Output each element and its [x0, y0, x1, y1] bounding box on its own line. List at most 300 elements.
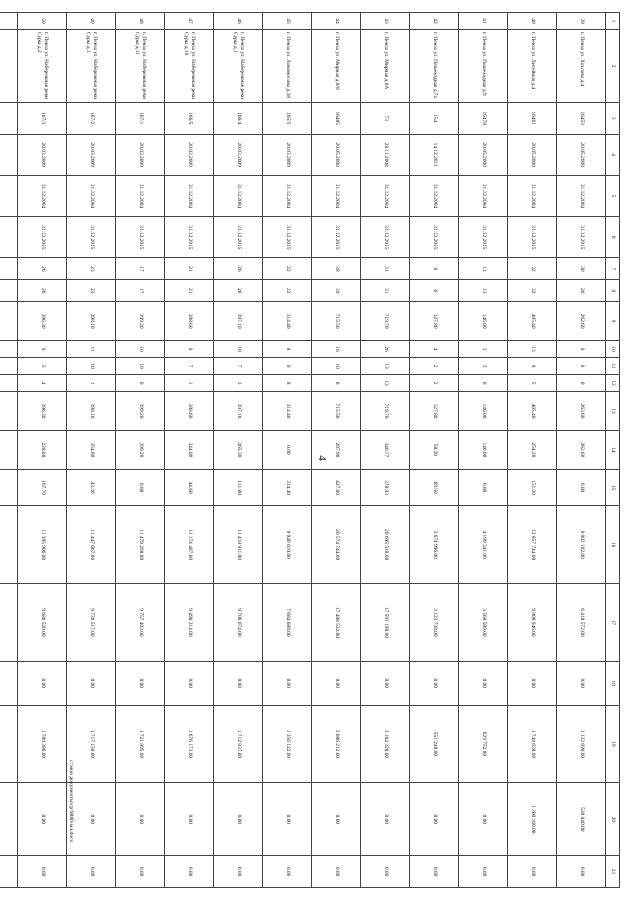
table-cell: 16485: [312, 102, 361, 134]
table-cell: 31.12.2004: [361, 175, 410, 216]
table-cell: 31.12.2015: [263, 217, 312, 258]
table-cell: [0, 705, 18, 783]
table-cell: [0, 783, 18, 856]
table-cell: 0.00: [116, 856, 165, 888]
table-cell: 43.30: [67, 469, 116, 505]
table-cell: 20.05.2008: [312, 134, 361, 175]
table-cell: 6: [312, 375, 361, 392]
table-cell: г. Пенза ул. Литейная д.4: [508, 30, 557, 103]
table-cell: 31.12.2015: [361, 217, 410, 258]
table-cell: 314.40: [263, 392, 312, 431]
table-cell: 427.60: [312, 469, 361, 505]
table-cell: 17: [116, 258, 165, 280]
table-row: [214, 13, 263, 888]
table-cell: 32: [508, 258, 557, 280]
table-cell: 2: [410, 375, 459, 392]
table-cell: 388.60: [165, 302, 214, 341]
table-cell: 397.10: [214, 302, 263, 341]
table-cell: 3 104 328.00: [361, 705, 410, 783]
table-cell: 398.10: [67, 392, 116, 431]
table-cell: 0.00: [214, 856, 263, 888]
table-cell: 265.30: [214, 430, 263, 469]
table-cell: 14.12.2011: [410, 134, 459, 175]
table-cell: [0, 584, 18, 662]
table-cell: 1 356 122.00: [263, 705, 312, 783]
table-cell: г. Пенза ул. Пешеходная д.9: [459, 30, 508, 103]
table-row: [459, 13, 508, 888]
table-cell: 16478: [459, 102, 508, 134]
table-cell: [0, 102, 18, 134]
table-cell: 397.10: [214, 392, 263, 431]
table-cell: 167.70: [18, 469, 67, 505]
table-cell: 31.12.2004: [116, 175, 165, 216]
table-cell: 530 840.00: [557, 783, 606, 856]
table-cell: 629 752.00: [459, 705, 508, 783]
table-cell: 1 132 690.00: [557, 705, 606, 783]
table-cell: 9: [18, 341, 67, 358]
table-cell: 31.12.2015: [557, 217, 606, 258]
table-cell: 9 730 517.00: [67, 584, 116, 662]
column-number: 21: [606, 856, 620, 888]
table-cell: 0.00: [165, 661, 214, 705]
table-cell: 10: [116, 358, 165, 375]
table-cell: 1 709 386.00: [18, 705, 67, 783]
table-cell: г. Пенза ул. Мирная д.8/8: [312, 30, 361, 103]
table-cell: [0, 856, 18, 888]
table-cell: 715.50: [312, 392, 361, 431]
table-cell: 6 418 572.00: [557, 584, 606, 662]
table-cell: 31.12.2004: [165, 175, 214, 216]
table-cell: [0, 430, 18, 469]
table-cell: 0.00: [361, 783, 410, 856]
table-cell: 396.30: [18, 302, 67, 341]
table-cell: 11 447 667.00: [67, 506, 116, 584]
table-cell: [0, 661, 18, 705]
table-cell: 21: [165, 258, 214, 280]
table-cell: 9 757 403.00: [116, 584, 165, 662]
table-cell: 7 684 688.00: [263, 584, 312, 662]
table-cell: 4: [410, 341, 459, 358]
table-cell: 31.12.2015: [508, 217, 557, 258]
table-cell: 0.00: [263, 661, 312, 705]
table-row: [312, 13, 361, 888]
table-cell: 45: [263, 13, 312, 30]
table-cell: 715.50: [312, 302, 361, 341]
table-cell: 31.12.2004: [312, 175, 361, 216]
column-number: 13: [606, 392, 620, 431]
table-cell: 69.50: [410, 469, 459, 505]
table-cell: 20.05.2008: [557, 134, 606, 175]
table-cell: [0, 375, 18, 392]
column-number: 1: [606, 13, 620, 30]
table-cell: 31: [361, 258, 410, 280]
table-cell: 314.40: [263, 469, 312, 505]
column-number: 16: [606, 506, 620, 584]
table-cell: 0.00: [263, 430, 312, 469]
table-cell: 26: [18, 258, 67, 280]
table-cell: 0.00: [263, 783, 312, 856]
table-cell: 7: [165, 358, 214, 375]
table-cell: [0, 392, 18, 431]
table-cell: 262.60: [557, 302, 606, 341]
table-cell: 0.00: [459, 856, 508, 888]
table-cell: 3 086 212.00: [312, 705, 361, 783]
table-cell: 20.03.2009: [165, 134, 214, 175]
table-cell: 31.12.2015: [410, 217, 459, 258]
table-cell: 4 199 341.00: [459, 506, 508, 584]
table-cell: 166/4: [214, 102, 263, 134]
table-cell: 46: [214, 13, 263, 30]
column-number: 9: [606, 302, 620, 341]
table-cell: 0: [557, 375, 606, 392]
table-cell: 1: [165, 375, 214, 392]
table-cell: 8 082 102.00: [557, 506, 606, 584]
table-cell: 31.12.2004: [557, 175, 606, 216]
data-table: [0, 12, 620, 888]
table-cell: [0, 258, 18, 280]
table-cell: 26: [214, 280, 263, 302]
table-cell: 0.00: [312, 856, 361, 888]
table-cell: 10: [116, 341, 165, 358]
table-cell: 23: [67, 258, 116, 280]
table-cell: 1 300 160.00: [508, 783, 557, 856]
table-cell: 8: [557, 341, 606, 358]
table-cell: 1 721 895.00: [116, 705, 165, 783]
column-number: 12: [606, 375, 620, 392]
table-cell: 40: [508, 13, 557, 30]
table-cell: 9 808 946.00: [508, 584, 557, 662]
column-number: 8: [606, 280, 620, 302]
table-cell: 0.00: [67, 856, 116, 888]
table-cell: 0.00: [557, 469, 606, 505]
table-cell: 48: [116, 13, 165, 30]
table-cell: 31.12.2004: [263, 175, 312, 216]
table-cell: 340.77: [361, 430, 410, 469]
table-cell: 13: [459, 280, 508, 302]
table-cell: 13: [459, 258, 508, 280]
table-cell: 167/1: [116, 102, 165, 134]
table-cell: 20 574 744.00: [312, 506, 361, 584]
table-cell: 167/2: [67, 102, 116, 134]
table-cell: 405.40: [508, 392, 557, 431]
table-cell: 7: [214, 358, 263, 375]
table-cell: 20.03.2009: [263, 134, 312, 175]
table-cell: 20.03.2009: [116, 134, 165, 175]
table-cell: 0.00: [116, 661, 165, 705]
table-cell: 31.12.2015: [116, 217, 165, 258]
table-cell: 39: [312, 280, 361, 302]
table-cell: 396.30: [18, 392, 67, 431]
table-cell: 146.00: [459, 302, 508, 341]
table-cell: 13: [361, 375, 410, 392]
table-cell: 0.00: [557, 856, 606, 888]
table-cell: 6: [410, 280, 459, 302]
table-cell: 0.00: [67, 783, 116, 856]
table-cell: 0.00: [361, 661, 410, 705]
table-cell: 5: [18, 358, 67, 375]
table-cell: 6: [410, 258, 459, 280]
table-cell: г. Пенза ул. Ломоносова д.38: [263, 30, 312, 103]
table-cell: 10: [67, 358, 116, 375]
table-cell: 3 674 996.00: [410, 506, 459, 584]
table-cell: 20.03.2009: [18, 134, 67, 175]
table-cell: 9 040 810.00: [263, 506, 312, 584]
table-cell: 10: [312, 358, 361, 375]
table-cell: 399.20: [116, 430, 165, 469]
table-row: [361, 13, 410, 888]
table-cell: 22: [263, 280, 312, 302]
table-cell: 31.12.2004: [410, 175, 459, 216]
table-cell: 26: [18, 280, 67, 302]
table-cell: 1 712 837.00: [214, 705, 263, 783]
page-number: 4: [316, 455, 328, 461]
table-cell: 1 717 150.00: [67, 705, 116, 783]
table-cell: 314.40: [263, 302, 312, 341]
table-cell: 8: [165, 341, 214, 358]
table-cell: 20.05.2008: [459, 134, 508, 175]
table-cell: 22: [263, 258, 312, 280]
table-cell: 43: [361, 13, 410, 30]
table-cell: 378.93: [361, 469, 410, 505]
table-cell: 47: [165, 13, 214, 30]
table-cell: 26: [361, 341, 410, 358]
table-cell: 16461: [508, 102, 557, 134]
table-cell: 58.30: [410, 430, 459, 469]
column-number: 18: [606, 661, 620, 705]
table-cell: 3 568 589.00: [459, 584, 508, 662]
table-cell: 44: [312, 13, 361, 30]
table-cell: 31.12.2015: [67, 217, 116, 258]
table-cell: 0.00: [410, 661, 459, 705]
table-cell: 146.00: [459, 430, 508, 469]
table-cell: 20.05.2008: [508, 134, 557, 175]
table-cell: г. Пенза ул. Набережная реки Суры д.10: [165, 30, 214, 103]
table-row: [557, 13, 606, 888]
table-cell: 23: [67, 280, 116, 302]
table-cell: 0.00: [312, 661, 361, 705]
table-cell: 73: [361, 102, 410, 134]
table-cell: 11 479 298.00: [116, 506, 165, 584]
table-cell: 30: [557, 258, 606, 280]
table-cell: 16453: [557, 102, 606, 134]
table-cell: 0.00: [361, 856, 410, 888]
table-cell: 1 676 173.00: [165, 705, 214, 783]
table-cell: 8: [263, 375, 312, 392]
table-cell: г. Пенза ул. Набережная реки Суры д.11: [116, 30, 165, 103]
table-cell: 0.00: [312, 783, 361, 856]
table-cell: 11 395 906.00: [18, 506, 67, 584]
table-cell: 31.12.2004: [508, 175, 557, 216]
table-cell: 2: [410, 358, 459, 375]
table-cell: 719.70: [361, 392, 410, 431]
table-cell: 12 857 744.00: [508, 506, 557, 584]
file-path-footer: c:\мои документы\гр\9880-мл.docx: [68, 760, 74, 843]
table-cell: 5: [508, 375, 557, 392]
table-cell: 8: [508, 358, 557, 375]
table-cell: 10: [214, 341, 263, 358]
table-cell: 0: [116, 375, 165, 392]
column-number: 17: [606, 584, 620, 662]
table-cell: 0.00: [557, 661, 606, 705]
table-cell: 17 591 190.00: [361, 584, 410, 662]
table-cell: 20 695 518.00: [361, 506, 410, 584]
table-cell: 32: [508, 280, 557, 302]
table-cell: 16: [312, 341, 361, 358]
table-row: [410, 13, 459, 888]
table-cell: 31.12.2015: [214, 217, 263, 258]
table-cell: 388.60: [165, 392, 214, 431]
table-cell: 0.00: [214, 783, 263, 856]
table-cell: 0.00: [18, 661, 67, 705]
table-row: [116, 13, 165, 888]
table-cell: 31.12.2015: [18, 217, 67, 258]
table-cell: 31: [361, 280, 410, 302]
table-cell: [0, 134, 18, 175]
table-cell: 0.00: [263, 856, 312, 888]
table-cell: 0.00: [459, 661, 508, 705]
column-number: 11: [606, 358, 620, 375]
table-cell: 154: [410, 102, 459, 134]
table-cell: 262.60: [557, 430, 606, 469]
table-cell: 0.00: [508, 661, 557, 705]
table-row: [165, 13, 214, 888]
table-row: [508, 13, 557, 888]
table-cell: 9 686 520.00: [18, 584, 67, 662]
table-cell: 11 418 911.00: [214, 506, 263, 584]
header-row: [606, 13, 620, 888]
table-cell: 0: [459, 375, 508, 392]
table-cell: 0.00: [18, 856, 67, 888]
table-cell: 166/5: [165, 102, 214, 134]
table-cell: 31.12.2015: [459, 217, 508, 258]
table-cell: 3 123 738.00: [410, 584, 459, 662]
column-number: 3: [606, 102, 620, 134]
table-cell: [0, 175, 18, 216]
table-cell: 0.00: [116, 783, 165, 856]
table-cell: 13: [508, 341, 557, 358]
table-cell: 0.00: [508, 856, 557, 888]
table-cell: 31.12.2004: [214, 175, 263, 216]
column-number: 4: [606, 134, 620, 175]
table-cell: 167/3: [18, 102, 67, 134]
table-cell: 20.03.2009: [214, 134, 263, 175]
table-cell: 0: [263, 358, 312, 375]
table-cell: 228.60: [18, 430, 67, 469]
table-cell: 8: [263, 341, 312, 358]
table-cell: 42: [410, 13, 459, 30]
table-cell: 398.10: [67, 302, 116, 341]
column-number: 20: [606, 783, 620, 856]
table-cell: г. Пенза ул. Пешеходная д.7а: [410, 30, 459, 103]
table-cell: 405.40: [508, 302, 557, 341]
table-cell: 254.20: [508, 430, 557, 469]
table-cell: г. Пенза ул. Набережная реки Суры д.1: [67, 30, 116, 103]
column-number: 19: [606, 705, 620, 783]
table-cell: [0, 13, 18, 30]
column-number: 14: [606, 430, 620, 469]
column-number: 15: [606, 469, 620, 505]
table-cell: 344.00: [165, 430, 214, 469]
table-cell: 3: [459, 341, 508, 358]
table-cell: [0, 280, 18, 302]
column-number: 10: [606, 341, 620, 358]
table-cell: 0.00: [410, 783, 459, 856]
table-cell: 719.70: [361, 302, 410, 341]
table-cell: 4: [18, 375, 67, 392]
table-row: [67, 13, 116, 888]
table-cell: 0.00: [116, 469, 165, 505]
table-cell: 21: [165, 280, 214, 302]
table-cell: 49: [67, 13, 116, 30]
table-cell: 0.00: [67, 661, 116, 705]
table-cell: 354.80: [67, 430, 116, 469]
table-cell: г. Пенза ул. Мирная д.6А: [361, 30, 410, 103]
table-cell: 151.20: [508, 469, 557, 505]
column-number: 2: [606, 30, 620, 103]
table-cell: 263.60: [557, 392, 606, 431]
table-cell: 0.00: [459, 783, 508, 856]
table-cell: 165/5: [263, 102, 312, 134]
table-cell: 0.00: [410, 856, 459, 888]
table-cell: г. Пенза ул. Набережная реки Суры д.1: [214, 30, 263, 103]
table-cell: 20: [557, 280, 606, 302]
table-cell: 39: [312, 258, 361, 280]
table-cell: 26: [214, 258, 263, 280]
table-cell: 20.03.2009: [67, 134, 116, 175]
table-cell: [0, 358, 18, 375]
table-cell: 0.00: [214, 661, 263, 705]
table-cell: [0, 341, 18, 358]
table-cell: 131.80: [214, 469, 263, 505]
table-cell: 31.12.2015: [165, 217, 214, 258]
table-cell: [0, 469, 18, 505]
table-cell: 9 498 314.00: [165, 584, 214, 662]
table-cell: 3: [214, 375, 263, 392]
table-cell: 287.90: [312, 430, 361, 469]
table-cell: 31.12.2004: [67, 175, 116, 216]
table-cell: 0.00: [18, 783, 67, 856]
table-cell: 0.00: [459, 469, 508, 505]
column-number: 6: [606, 217, 620, 258]
table-cell: 146.00: [459, 392, 508, 431]
table-cell: 1 748 638.00: [508, 705, 557, 783]
table-cell: 9 706 074.00: [214, 584, 263, 662]
table-cell: 39: [557, 13, 606, 30]
table-cell: 31.12.2004: [18, 175, 67, 216]
table-cell: 17: [116, 280, 165, 302]
table-cell: [0, 217, 18, 258]
table-cell: 3: [459, 358, 508, 375]
table-cell: [0, 506, 18, 584]
table-cell: 41: [459, 13, 508, 30]
table-cell: 1: [67, 375, 116, 392]
table-cell: [0, 302, 18, 341]
table-cell: 8: [557, 358, 606, 375]
table-cell: 127.80: [410, 302, 459, 341]
table-cell: 399.20: [116, 302, 165, 341]
table-cell: 31.12.2015: [312, 217, 361, 258]
column-number: 5: [606, 175, 620, 216]
table-row: [18, 13, 67, 888]
table-cell: 17 488 532.00: [312, 584, 361, 662]
table-cell: 44.60: [165, 469, 214, 505]
table-cell: 13: [361, 358, 410, 375]
table-cell: г. Пенза ул. Набережная реки Суры д.2: [18, 30, 67, 103]
table-cell: 31.12.2004: [459, 175, 508, 216]
table-cell: 11: [67, 341, 116, 358]
table-cell: 399.20: [116, 392, 165, 431]
table-cell: 11 174 487.00: [165, 506, 214, 584]
